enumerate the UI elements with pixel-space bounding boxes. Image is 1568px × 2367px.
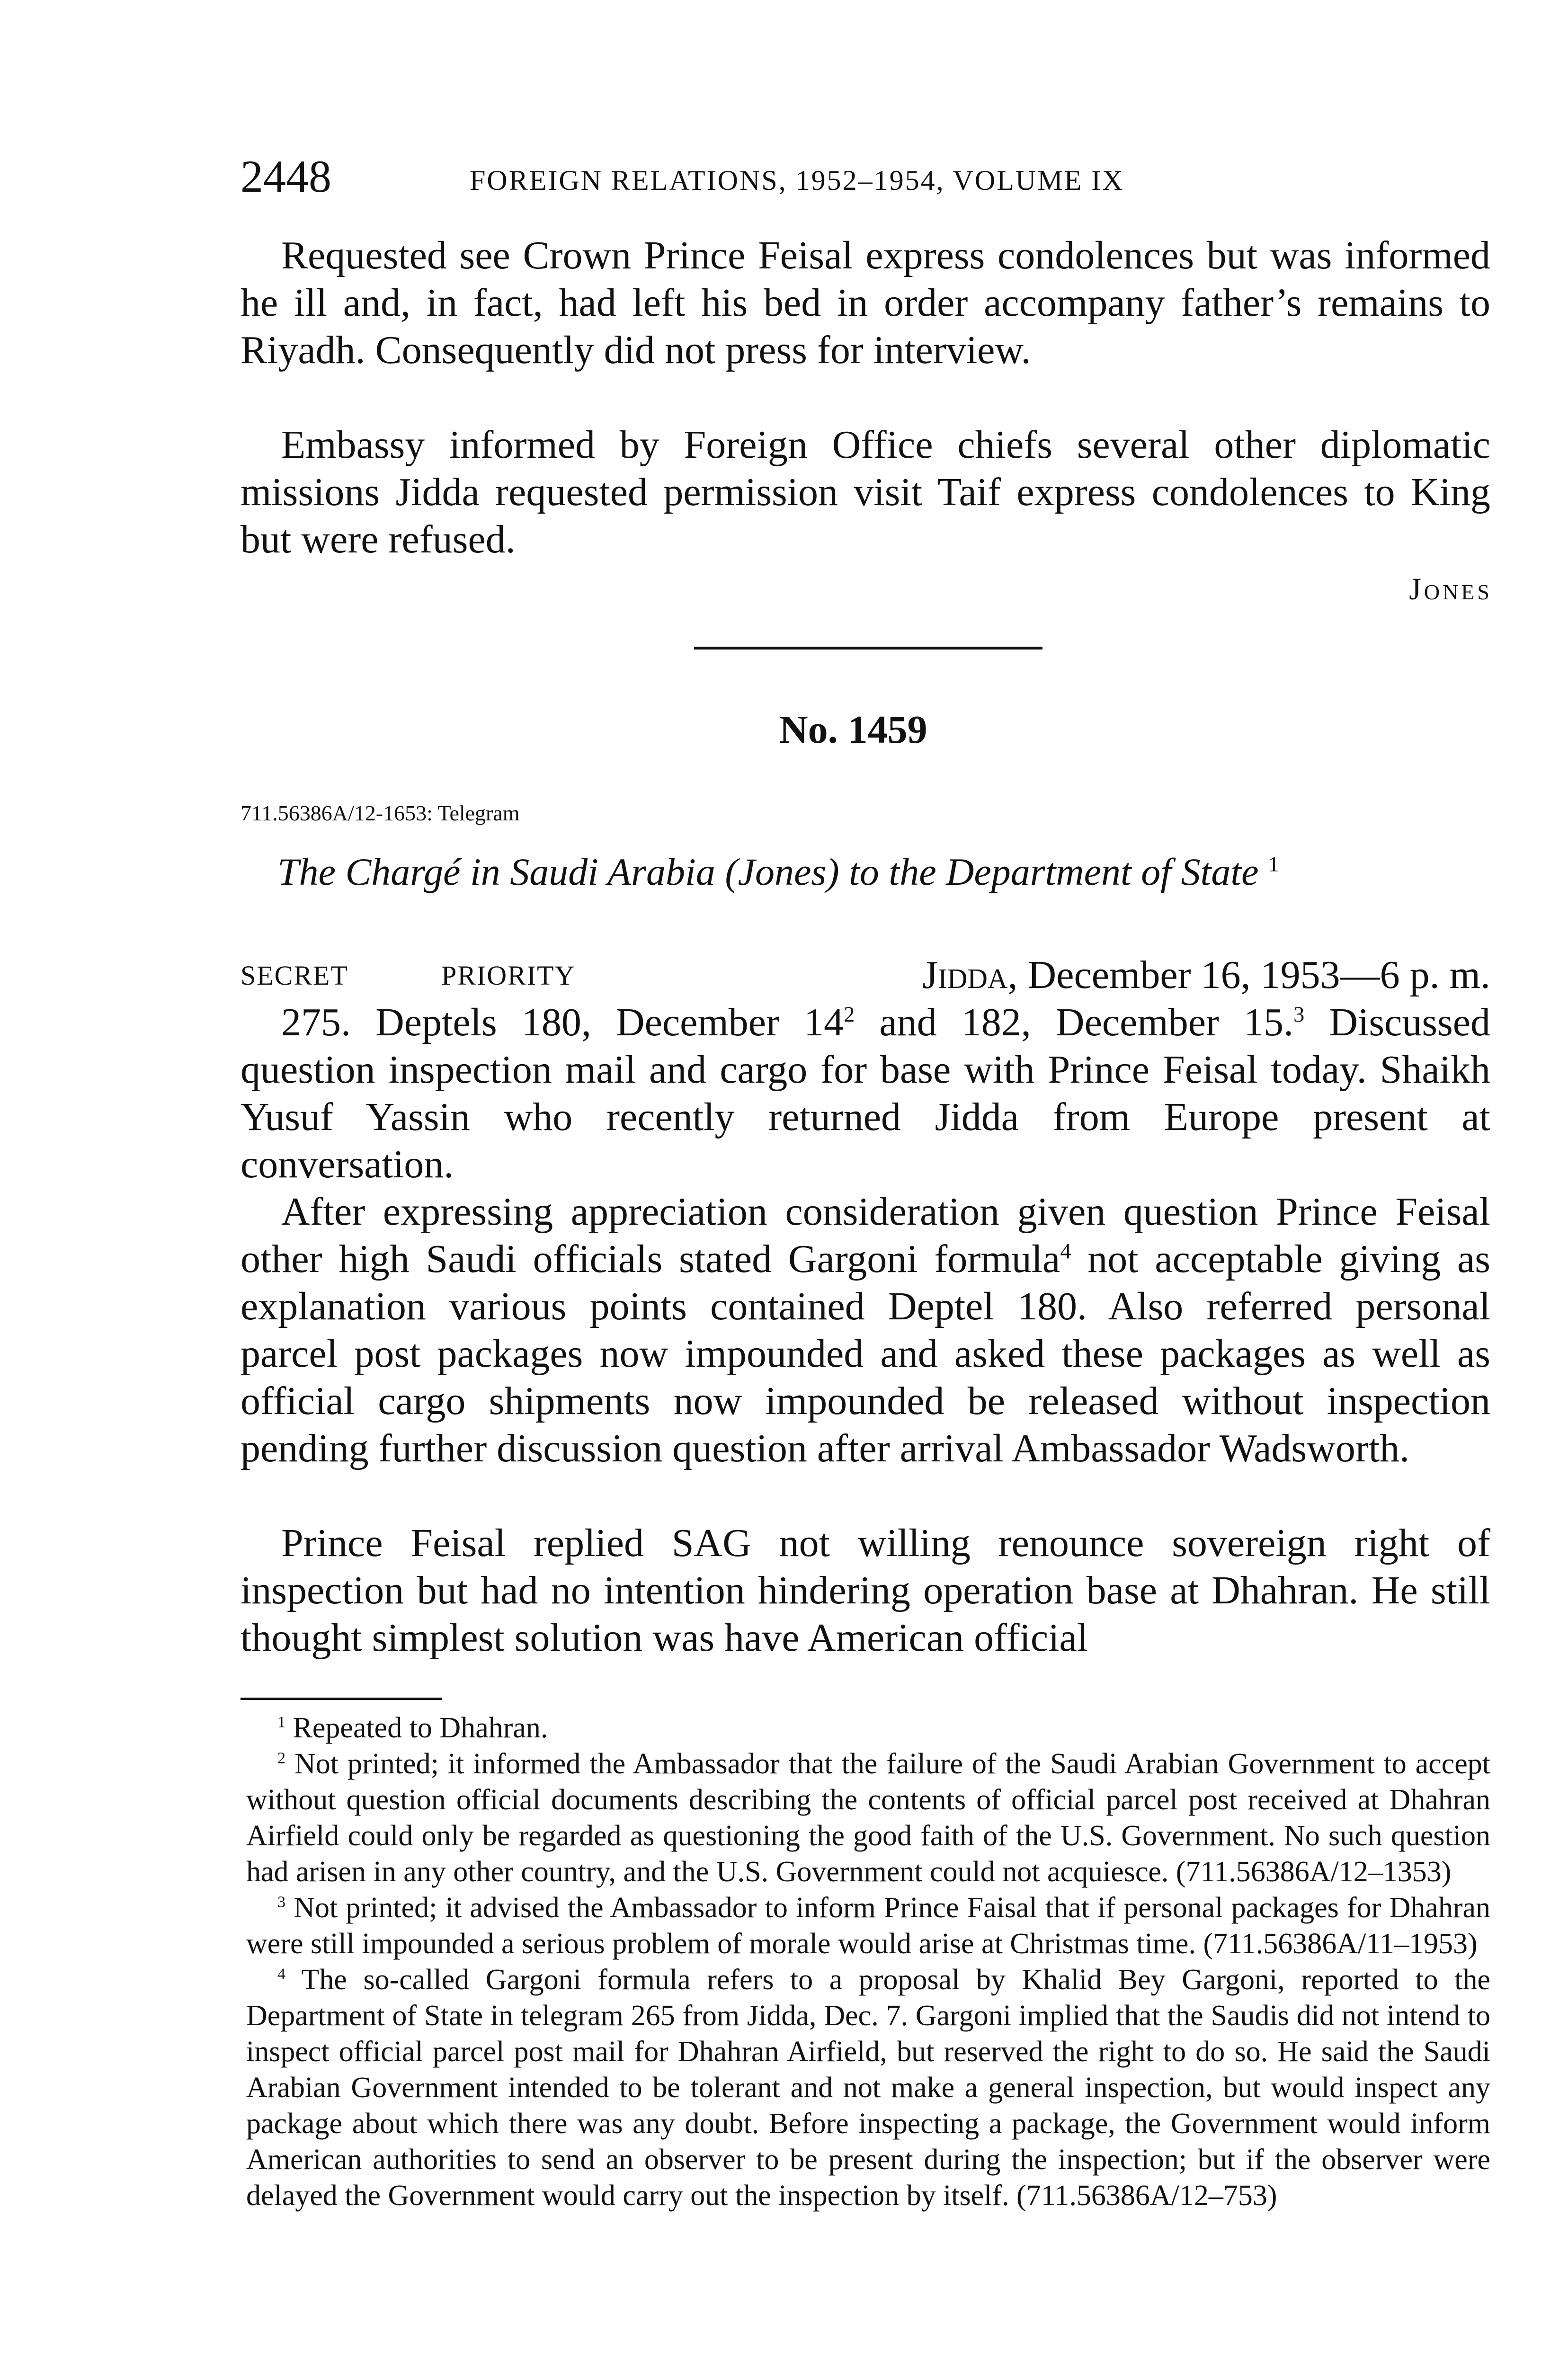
running-head bbox=[241, 151, 1481, 203]
page-number: 2448 bbox=[241, 151, 331, 202]
footnote-2 bbox=[246, 1746, 1490, 1890]
body-paragraph-2-part-b: not acceptable giving as explanation various points contained Deptel 180. Also referred personal parcel post packages now impounded and asked these packages as well as official cargo shipments now impounded be released without inspection pending further discussion question after arrival Ambassador Wadsworth. bbox=[241, 1237, 1490, 1470]
dateline bbox=[922, 952, 1490, 999]
body-paragraph-1-part-a: 275. Deptels 180, December 14 bbox=[281, 1000, 844, 1044]
signature: Jones bbox=[1409, 572, 1492, 606]
footnote-3 bbox=[246, 1890, 1490, 1962]
footnote-divider bbox=[241, 1698, 442, 1700]
continuation-paragraph-2: Embassy informed by Foreign Office chiefs several other diplomatic missions Jidda requested permission visit Taif express condolences to King but were refused. bbox=[241, 423, 1490, 561]
classification: SECRET bbox=[241, 960, 348, 991]
document-title bbox=[277, 848, 1279, 896]
running-title: FOREIGN RELATIONS, 1952–1954, VOLUME IX bbox=[470, 165, 1124, 196]
footnote-text: Not printed; it advised the Ambassador to inform Prince Faisal that if personal packages for Dhahran were still impounded a serious problem of morale would arise at Christmas time. (711.56386A/11–1953) bbox=[246, 1892, 1490, 1960]
file-reference: 711.56386A/12-1653: Telegram bbox=[241, 801, 520, 825]
footnote-marker: 1 bbox=[1268, 852, 1279, 876]
section-divider bbox=[694, 647, 1042, 650]
footnote-4 bbox=[246, 1962, 1490, 2214]
footnote-text: The so-called Gargoni formula refers to a proposal by Khalid Bey Gargoni, reported to the Department of State in telegram 265 from Jidda, Dec. 7. Gargoni implied that the Saudis did not intend to inspect official parcel post mail for Dhahran Airfield, but reserved the right to do so. He said the Saudi Arabian Government intended to be tolerant and not make a general inspection, but would inspect any package about which there was any doubt. Before inspecting a package, the Government would inform American authorities to send an observer to be present during the inspection; but if the observer were delayed the Government would carry out the inspection by itself. (711.56386A/12–753) bbox=[246, 1964, 1490, 2212]
footnote-number: 2 bbox=[277, 1749, 286, 1767]
footnote-1 bbox=[246, 1710, 1490, 1746]
footnote-marker: 3 bbox=[1293, 1002, 1305, 1026]
body-paragraph-2-part-a: After expressing appreciation consideration given question Prince Feisal other high Saudi officials stated Gargoni formula bbox=[241, 1190, 1490, 1281]
document-number: No. 1459 bbox=[779, 708, 927, 752]
dateline-date: , December 16, 1953—6 p. m. bbox=[1007, 953, 1490, 997]
footnote-number: 4 bbox=[277, 1965, 286, 1983]
precedence: PRIORITY bbox=[441, 960, 576, 991]
telegram-header bbox=[241, 952, 1490, 999]
body-paragraph-3: Prince Feisal replied SAG not willing renounce sovereign right of inspection but had no intention hindering operation base at Dhahran. He still thought simplest solution was have American official bbox=[241, 1521, 1490, 1660]
continuation-paragraph-1: Requested see Crown Prince Feisal express condolences but was informed he ill and, in fact, had left his bed in order accompany father’s remains to Riyadh. Consequently did not press for interview. bbox=[241, 233, 1490, 372]
body-paragraph-1 bbox=[241, 999, 1490, 1188]
footnotes bbox=[246, 1710, 1490, 2214]
body-paragraph-2 bbox=[241, 1188, 1490, 1472]
footnote-marker: 2 bbox=[844, 1002, 855, 1026]
body-paragraph-1-part-c: Discussed question inspection mail and cargo for base with Prince Feisal today. Shaikh Yusuf Yassin who recently returned Jidda from Europe present at conversation. bbox=[241, 1000, 1491, 1186]
document-title-text: The Chargé in Saudi Arabia (Jones) to the Department of State bbox=[277, 850, 1259, 893]
footnote-text: Repeated to Dhahran. bbox=[285, 1712, 548, 1744]
dateline-place: Jidda bbox=[922, 953, 1008, 997]
footnote-marker: 4 bbox=[1060, 1239, 1071, 1263]
footnote-number: 1 bbox=[277, 1713, 286, 1731]
footnote-number: 3 bbox=[277, 1893, 286, 1911]
footnote-text: Not printed; it informed the Ambassador that the failure of the Saudi Arabian Government to accept without question official documents describing the contents of official parcel post received at Dhahran Airfield could only be regarded as questioning the good faith of the U.S. Government. No such question had arisen in any other country, and the U.S. Government could not acquiesce. (711.56386A/12–1353) bbox=[246, 1748, 1490, 1888]
body-paragraph-1-part-b: and 182, December 15. bbox=[855, 1000, 1294, 1044]
